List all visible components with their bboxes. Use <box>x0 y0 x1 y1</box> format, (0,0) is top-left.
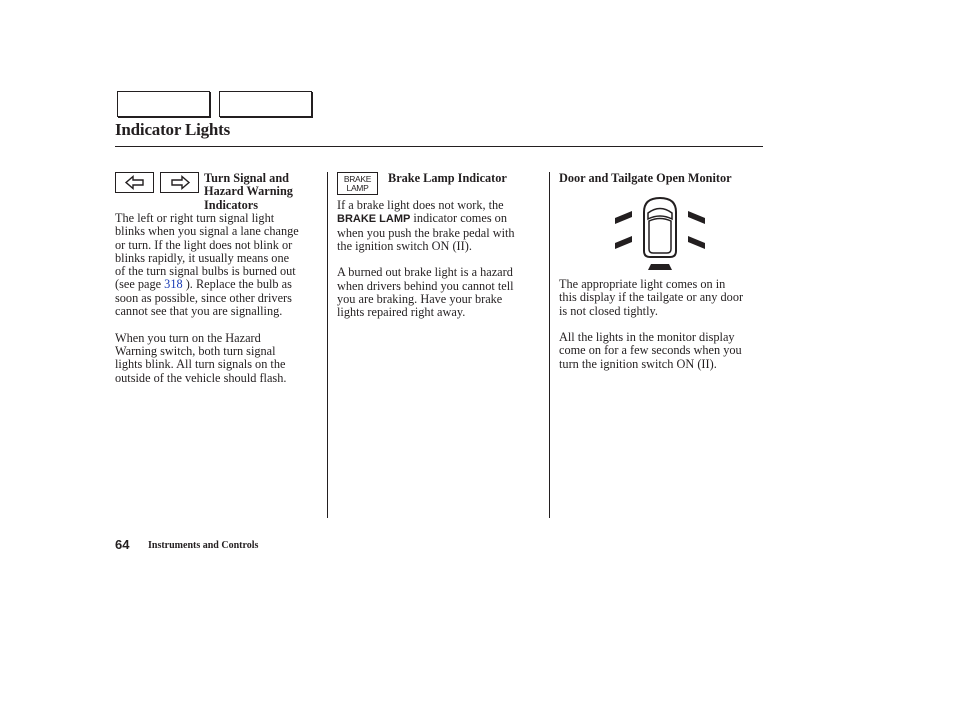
door-monitor-heading: Door and Tailgate Open Monitor <box>559 171 732 185</box>
section-name: Instruments and Controls <box>148 540 259 551</box>
brake-lamp-para-2: A burned out brake light is a hazard when drivers behind you cannot tell you are braking. Have your brake lights repaired right away. <box>337 265 514 320</box>
page-title: Indicator Lights <box>115 120 231 139</box>
page-reference-link[interactable]: 318 <box>164 277 183 292</box>
page-number: 64 <box>115 537 130 552</box>
turn-signal-body <box>115 212 323 385</box>
door-monitor-para-2: All the lights in the monitor display come on for a few seconds when you turn the ignition switch ON (II). <box>559 330 742 371</box>
brake-lamp-body <box>337 199 542 320</box>
column-divider-1 <box>327 172 328 518</box>
turn-signal-para-1: The left or right turn signal light blinks when you signal a lane change or turn. If the light does not blink or blinks rapidly, it usually means one of the turn signal bulbs is burned out (see page 318 ). Replace the bulb as soon as possible, since other drivers cannot see that you are signalling. <box>115 211 299 319</box>
nav-tab-2[interactable] <box>219 91 312 117</box>
right-turn-signal-icon <box>160 172 199 193</box>
nav-tab-1[interactable] <box>117 91 210 117</box>
car-door-monitor-icon <box>612 194 708 281</box>
door-monitor-para-1: The appropriate light comes on in this display if the tailgate or any door is not closed tightly. <box>559 277 744 318</box>
brake-lamp-icon: BRAKE LAMP <box>337 172 378 195</box>
left-turn-signal-icon <box>115 172 154 193</box>
door-monitor-body <box>559 278 769 371</box>
turn-signal-heading: Turn Signal and Hazard Warning Indicators <box>204 171 293 212</box>
turn-signal-para-2: When you turn on the Hazard Warning switch, both turn signal lights blink. All turn signals on the outside of the vehicle should flash. <box>115 330 287 385</box>
column-divider-2 <box>549 172 550 518</box>
brake-lamp-para-1: If a brake light does not work, the BRAKE LAMP indicator comes on when you push the brake pedal with the ignition switch ON (II). <box>337 198 515 253</box>
title-rule <box>115 146 763 147</box>
brake-lamp-heading: Brake Lamp Indicator <box>388 171 507 185</box>
